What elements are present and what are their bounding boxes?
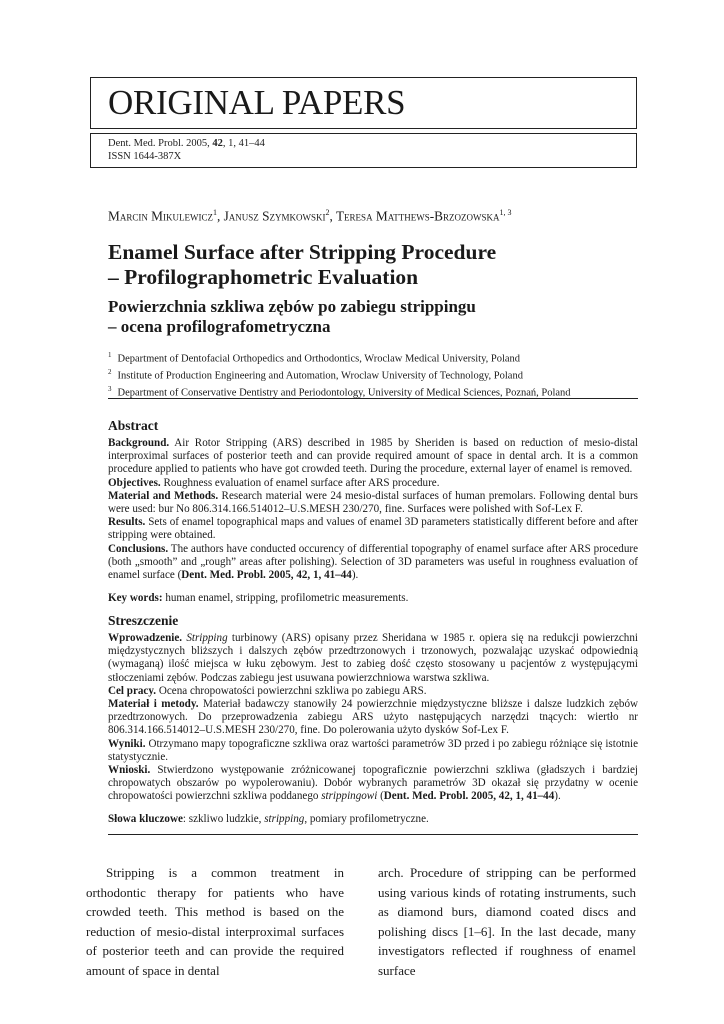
label-methods: Material and Methods. <box>108 489 219 502</box>
section-title: ORIGINAL PAPERS <box>108 83 406 122</box>
affiliation <box>108 349 638 366</box>
text-keywords: human enamel, stripping, profilometric measurements. <box>162 592 409 604</box>
label-objectives: Objectives. <box>108 476 161 489</box>
text-slowa-b: , pomiary profilometryczne. <box>304 813 429 825</box>
author-affil-sup: 2 <box>325 208 330 217</box>
affiliations <box>108 349 638 400</box>
abstract-body <box>108 437 638 582</box>
abstract-methods <box>108 490 638 516</box>
label-background: Background. <box>108 437 170 449</box>
body-paragraph: Stripping is a common treatment in orthodontic therapy for patients who have crowded teeth. This method is based on the reduction of mesio-distal interproximal surfaces of posterior teeth and can provide the required amount of space in dental <box>86 865 344 978</box>
abstract-keywords <box>108 592 638 605</box>
affil-num: 3 <box>108 385 112 393</box>
author-list <box>108 208 512 224</box>
label-wnioski: Wnioski. <box>108 764 151 777</box>
streszczenie-wprowadzenie <box>108 632 638 685</box>
abstract-background <box>108 437 638 477</box>
text-background: Air Rotor Stripping (ARS) described in 1985 by Sheriden is based on reduction of mesio-distal interproximal surfaces of posterior teeth and can provide required amount of space in dental arch. It is a common procedure applied to patients who have got crowded teeth. During the procedure, external layer of enamel is removed. <box>108 437 638 476</box>
affil-text: Institute of Production Engineering and Automation, Wroclaw University of Technology, Poland <box>117 370 523 382</box>
streszczenie-wnioski <box>108 764 638 804</box>
journal-citation <box>108 138 265 149</box>
streszczenie-wyniki <box>108 738 638 764</box>
citation-volume: 42 <box>212 138 223 149</box>
text-conclusions: The authors have conducted occurency of differential topography of enamel surface after ARS procedure (both „smooth” and „rough” areas after polishing). Selection of 3D parameters was useful in roughness evaluation of enamel surface ( <box>108 542 638 582</box>
text-slowa-a: : szkliwo ludzkie, <box>182 813 265 825</box>
streszczenie-keywords <box>108 813 638 826</box>
title-en-line: Enamel Surface after Stripping Procedure <box>108 240 497 264</box>
italic-strippingowi: strippingowi <box>321 790 378 803</box>
author-separator: , <box>216 208 224 224</box>
label-results: Results. <box>108 516 146 529</box>
author-affil-sup: 1 <box>212 208 217 217</box>
text-methods: Research material were 24 mesio-distal surfaces of human premolars. Following dental burs were used: bur No 806.314.166.514012–U.S.MESH 230/270, fine. Surfaces were polished with Sof-Lex F. <box>108 489 638 516</box>
author-name: Marcin Mikulewicz <box>108 208 213 224</box>
text-cel: Ocena chropowatości powierzchni szkliwa po zabiegu ARS. <box>156 684 427 697</box>
title-en-line: – Profilographometric Evaluation <box>108 265 419 289</box>
title-pl-line: – ocena profilografometryczna <box>108 317 331 336</box>
body-paragraph: arch. Procedure of stripping can be performed using various kinds of rotating instruments, such as diamond burs, diamond coated discs and polishing discs [1–6]. In the last decade, many investigators reflected if roughness of enamel surface <box>378 865 636 978</box>
conclusions-citation: Dent. Med. Probl. 2005, 42, 1, 41–44 <box>181 569 352 582</box>
affil-text: Department of Conservative Dentistry and Periodontology, University of Medical Sciences, Poznań, Poland <box>117 387 571 399</box>
label-wprowadzenie: Wprowadzenie. <box>108 632 183 644</box>
affil-num: 2 <box>108 368 112 376</box>
wnioski-citation: Dent. Med. Probl. 2005, 42, 1, 41–44 <box>383 790 555 803</box>
body-column-right <box>378 863 636 980</box>
label-wyniki: Wyniki. <box>108 737 146 750</box>
divider-bottom <box>108 834 638 835</box>
article-title-en <box>108 240 638 290</box>
citation-prefix: Dent. Med. Probl. 2005, <box>108 138 213 149</box>
text-metody: Materiał badawczy stanowiły 24 powierzchnie międzystyczne bliższe i dalsze ludzkich zębów przedtrzonowych. Do przeprowadzenia zabiegu ARS użyto następujących narzędzi tnących: wiertło nr 806.314.166.514012–U.S.MESH 230/270, fine. Do polerowania użyto dysków Sof-Lex F. <box>108 698 638 737</box>
label-conclusions: Conclusions. <box>108 542 169 555</box>
text-wnioski-end: ). <box>554 790 561 803</box>
italic-stripping-kw: stripping <box>264 813 305 825</box>
text-wyniki: Otrzymano mapy topograficzne szkliwa oraz wartości parametrów 3D przed i po zabiegu różniące się istotnie statystycznie. <box>108 737 638 763</box>
label-cel: Cel pracy. <box>108 684 157 697</box>
label-metody: Materiał i metody. <box>108 698 199 711</box>
affil-num: 1 <box>108 351 112 359</box>
citation-issue-pages: , 1, 41–44 <box>222 138 265 149</box>
text-results: Sets of enamel topographical maps and values of enamel 3D parameters statistically different before and after stripping were obtained. <box>108 516 638 542</box>
author-name: Janusz Szymkowski <box>223 208 326 224</box>
title-pl-line: Powierzchnia szkliwa zębów po zabiegu strippingu <box>108 297 476 316</box>
affiliation <box>108 366 638 383</box>
author-separator: , <box>329 208 336 224</box>
text-wnioski-mid: ( <box>377 790 384 803</box>
text-wprowadzenie: turbinowy (ARS) opisany przez Sheridana w 1985 r. opiera się na redukcji powierzchni międzystycznych bliższych i dalszych zębów przedtrzonowych i trzonowych, pozwalając uzyskać odpowiednią (wymaganą) ilość miejsca w łuku zębowym. Jest to zabieg dość często stosowany u pacjentów z występującymi stłoczeniami zębów. Podczas zabiegu jest usuwana powierzchniowa warstwa szkliwa. <box>108 632 638 684</box>
divider-top <box>108 398 638 399</box>
abstract-objectives <box>108 477 638 490</box>
abstract-heading: Abstract <box>108 418 159 433</box>
italic-stripping: Stripping <box>186 632 228 644</box>
body-column-left <box>86 863 344 980</box>
text-wnioski: Stwierdzono występowanie zróżnicowanej topograficznie powierzchni szkliwa (gładszych i bardziej chropowatych obszarów po wypolerowaniu). Dobór wybranych parametrów 3D okazał się przydatny w ocenie chropowatości powierzchni szkliwa poddanego <box>108 764 638 803</box>
affil-text: Department of Dentofacial Orthopedics and Orthodontics, Wroclaw Medical University, Poland <box>117 353 521 365</box>
issn: ISSN 1644-387X <box>108 151 182 162</box>
streszczenie-body <box>108 632 638 804</box>
abstract-results <box>108 516 638 542</box>
author-affil-sup: 1, 3 <box>499 208 512 217</box>
text-conclusions-end: ). <box>351 569 359 582</box>
label-slowa: Słowa kluczowe <box>108 813 183 825</box>
text-objectives: Roughness evaluation of enamel surface after ARS procedure. <box>160 476 440 489</box>
author-name: Teresa Matthews-Brzozowska <box>335 208 500 224</box>
label-keywords: Key words: <box>108 592 163 604</box>
streszczenie-heading: Streszczenie <box>108 613 179 628</box>
abstract-conclusions <box>108 543 638 583</box>
streszczenie-metody <box>108 698 638 738</box>
streszczenie-cel <box>108 685 638 698</box>
article-title-pl <box>108 297 638 337</box>
